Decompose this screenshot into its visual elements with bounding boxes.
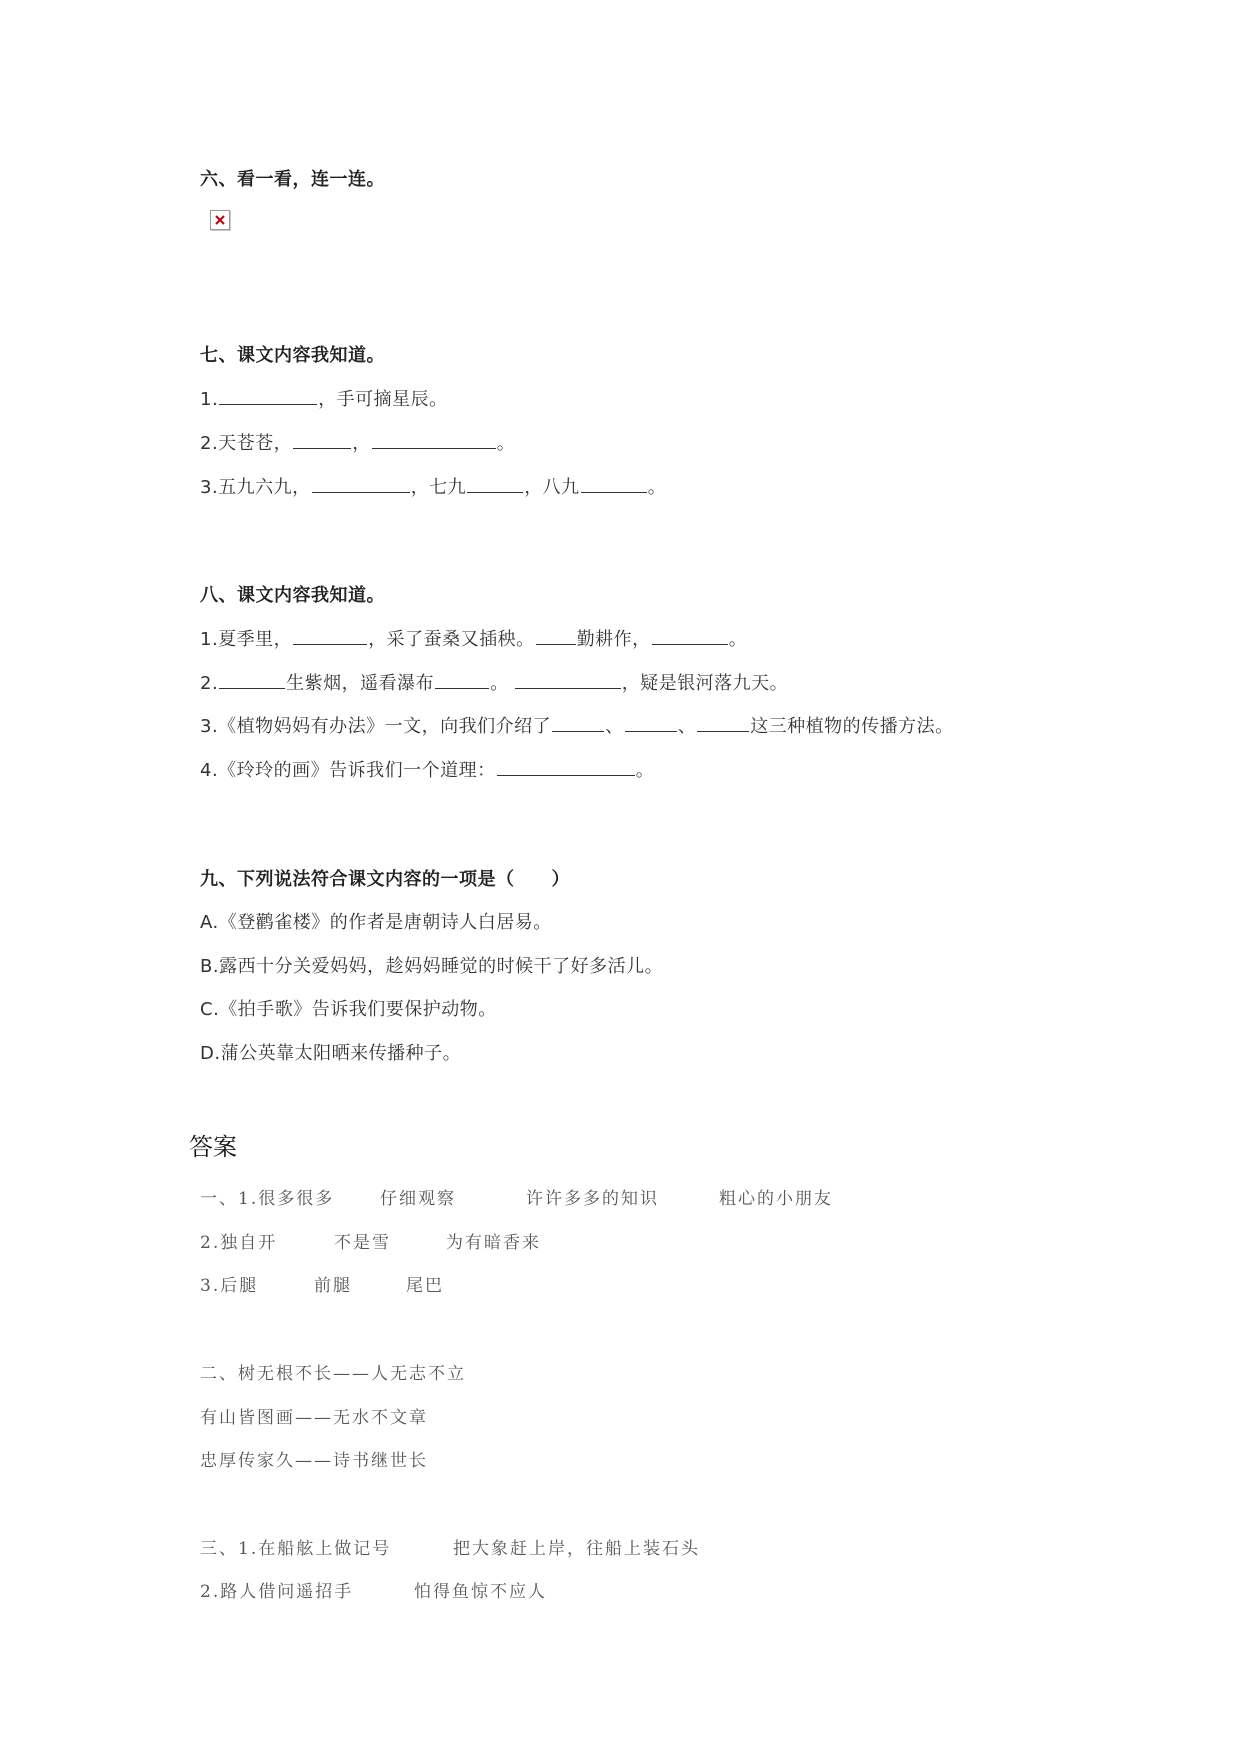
- section8-question-4: 4.《玲玲的画》告诉我们一个道理： 。: [200, 757, 654, 783]
- section7-title: 七、课文内容我知道。: [200, 345, 385, 366]
- answer-blank[interactable]: [293, 430, 351, 449]
- section7-question-1: 1. ，手可摘星辰。: [200, 386, 448, 412]
- answer-blank[interactable]: [581, 474, 647, 493]
- option-c[interactable]: C.《拍手歌》告诉我们要保护动物。: [200, 999, 497, 1020]
- answer-blank[interactable]: [467, 474, 523, 493]
- answer-1-3: 3.后腿 前腿 尾巴: [200, 1276, 444, 1296]
- answer-2-2: 有山皆图画——无水不文章: [200, 1408, 428, 1428]
- answer-blank[interactable]: [219, 670, 285, 689]
- option-d[interactable]: D.蒲公英靠太阳晒来传播种子。: [200, 1043, 462, 1064]
- answer-blank[interactable]: [515, 670, 621, 689]
- answer-2-1: 二、树无根不长——人无志不立: [200, 1364, 466, 1384]
- answer-1-1: 一、1.很多很多 仔细观察 许许多多的知识 粗心的小朋友: [200, 1189, 833, 1209]
- broken-image-icon: [210, 210, 230, 230]
- answer-1-2: 2.独自开 不是雪 为有暗香来: [200, 1233, 541, 1253]
- answer-blank[interactable]: [293, 626, 367, 645]
- answer-blank[interactable]: [625, 713, 677, 732]
- answer-3-2: 2.路人借问遥招手 怕得鱼惊不应人: [200, 1582, 547, 1602]
- answer-blank[interactable]: [312, 474, 410, 493]
- section7-question-2: 2.天苍苍， ， 。: [200, 430, 515, 456]
- section8-question-1: 1.夏季里， ，采了蚕桑又插秧。 勤耕作， 。: [200, 626, 747, 652]
- answers-title: 答案: [189, 1133, 237, 1161]
- option-b[interactable]: B.露西十分关爱妈妈，趁妈妈睡觉的时候干了好多活儿。: [200, 956, 664, 977]
- answer-blank[interactable]: [219, 386, 317, 405]
- section7-question-3: 3.五九六九， ，七九 ，八九 。: [200, 474, 666, 500]
- section8-question-2: 2. 生紫烟，遥看瀑布 。 ，疑是银河落九天。: [200, 670, 788, 696]
- answer-blank[interactable]: [497, 757, 635, 776]
- option-a[interactable]: A.《登鹳雀楼》的作者是唐朝诗人白居易。: [200, 912, 552, 933]
- answer-blank[interactable]: [652, 626, 728, 645]
- answer-blank[interactable]: [435, 670, 489, 689]
- answer-blank[interactable]: [372, 430, 496, 449]
- section9-title: 九、下列说法符合课文内容的一项是（ ）: [200, 869, 570, 890]
- answer-blank[interactable]: [536, 626, 576, 645]
- section6-title: 六、看一看，连一连。: [200, 169, 385, 190]
- section8-question-3: 3.《植物妈妈有办法》一文，向我们介绍了 、 、 这三种植物的传播方法。: [200, 713, 954, 739]
- answer-2-3: 忠厚传家久——诗书继世长: [200, 1451, 428, 1471]
- answer-3-1: 三、1.在船舷上做记号 把大象赶上岸，往船上装石头: [200, 1539, 700, 1559]
- section8-title: 八、课文内容我知道。: [200, 585, 385, 606]
- answer-blank[interactable]: [697, 713, 749, 732]
- answer-blank[interactable]: [552, 713, 604, 732]
